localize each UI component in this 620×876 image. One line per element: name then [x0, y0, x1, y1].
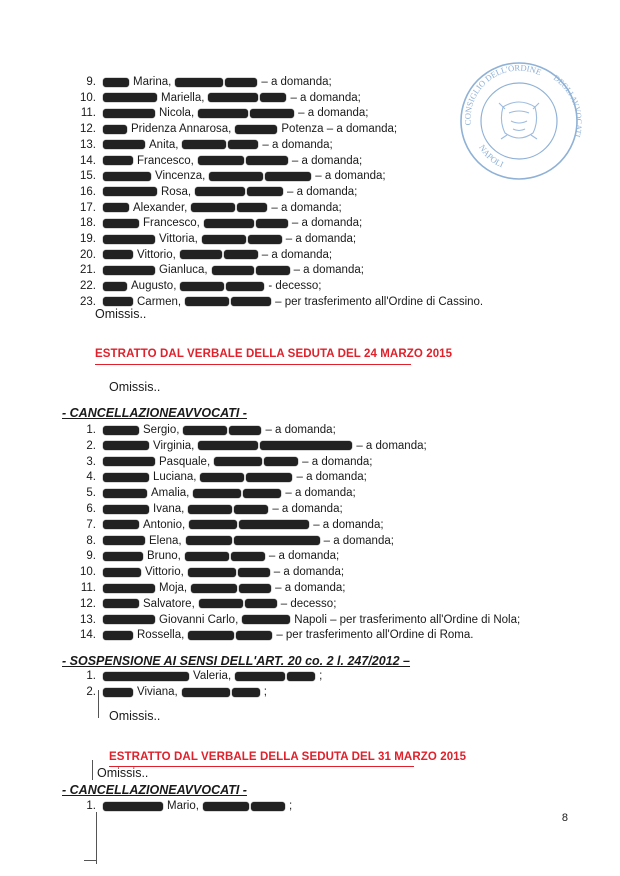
- redacted-surname: [103, 505, 149, 514]
- given-name: Marina,: [133, 76, 172, 88]
- redacted-surname: [103, 266, 155, 275]
- given-name: Vittorio,: [145, 566, 184, 579]
- redacted-birthplace: [251, 802, 285, 811]
- redacted-surname: [103, 672, 189, 681]
- redacted-birthplace: [247, 187, 283, 196]
- redacted-birthdate: [212, 266, 254, 275]
- list-item: [72, 262, 364, 278]
- item-number: 5.: [86, 487, 96, 500]
- item-outcome: – a domanda;: [356, 439, 427, 452]
- redacted-surname: [103, 426, 139, 435]
- item-number: 21.: [80, 264, 96, 277]
- list-item: [72, 668, 322, 684]
- list-item: [72, 200, 342, 216]
- redacted-birthdate: [200, 473, 244, 482]
- redacted-birthplace: [229, 426, 261, 435]
- item-number: 10.: [80, 566, 96, 579]
- redacted-surname: [103, 140, 145, 149]
- redacted-birthdate: [235, 672, 285, 681]
- list-item: [72, 485, 356, 501]
- redacted-birthdate: [188, 631, 234, 640]
- item-outcome: ;: [319, 670, 323, 682]
- redacted-birthdate: [209, 172, 263, 181]
- item-number: 11.: [80, 582, 96, 594]
- given-name: Alexander,: [133, 201, 188, 214]
- item-outcome: ;: [288, 800, 293, 812]
- redacted-surname: [103, 552, 143, 561]
- item-outcome: – a domanda;: [265, 424, 336, 436]
- item-number: 22.: [80, 280, 96, 293]
- redacted-birthdate: [203, 802, 249, 811]
- redacted-birthplace: [226, 282, 264, 291]
- redacted-birthdate: [188, 568, 236, 577]
- redacted-surname: [103, 473, 149, 482]
- redacted-birthplace: [236, 631, 272, 640]
- given-name: Rosa,: [161, 185, 192, 198]
- item-number: 15.: [80, 170, 96, 183]
- item-outcome: – a domanda;: [261, 76, 332, 88]
- item-number: 20.: [80, 248, 96, 261]
- redacted-birthdate: [214, 457, 262, 466]
- item-outcome: - decesso;: [268, 280, 322, 293]
- redacted-birthplace: [224, 250, 258, 259]
- scan-artifact-line: [92, 760, 93, 780]
- given-name: Amalia,: [151, 487, 190, 500]
- redacted-birthdate: [202, 235, 246, 244]
- omissis-3: Omissis..: [109, 709, 161, 723]
- given-name: Virginia,: [153, 439, 195, 452]
- redacted-birthdate: [182, 688, 230, 697]
- given-name: Vincenza,: [155, 170, 206, 183]
- redacted-surname: [103, 219, 139, 228]
- item-number: 2.: [86, 686, 96, 698]
- item-outcome: Potenza – a domanda;: [281, 123, 398, 136]
- redacted-surname: [103, 536, 145, 545]
- given-name: Antonio,: [143, 518, 186, 531]
- redacted-surname: [103, 631, 133, 640]
- item-outcome: – a domanda;: [275, 582, 346, 594]
- redacted-surname: [103, 109, 155, 118]
- redacted-birthplace: [260, 93, 286, 102]
- redacted-birthdate: [195, 187, 245, 196]
- redacted-birthplace: [234, 505, 268, 514]
- list-item: [72, 469, 367, 485]
- extract-heading-31-march: ESTRATTO DAL VERBALE DELLA SEDUTA DEL 31 MARZO 2015: [109, 751, 467, 763]
- list-item: [72, 627, 473, 643]
- redacted-birthdate: [235, 125, 277, 134]
- redacted-surname: [103, 688, 133, 697]
- item-number: 11.: [80, 107, 96, 120]
- list-item: [72, 798, 292, 814]
- item-outcome: – a domanda;: [262, 138, 333, 151]
- given-name: Francesco,: [143, 217, 200, 230]
- list-item: [72, 74, 332, 90]
- given-name: Elena,: [149, 534, 182, 547]
- redacted-surname: [103, 172, 151, 181]
- given-name: Gianluca,: [159, 264, 208, 277]
- redacted-birthdate: [175, 78, 223, 87]
- section-cancellazione-2: - CANCELLAZIONEAVVOCATI -: [62, 783, 247, 797]
- redacted-surname: [103, 457, 155, 466]
- item-number: 14.: [80, 154, 96, 167]
- item-number: 9.: [86, 76, 96, 88]
- redacted-birthdate: [191, 203, 235, 212]
- list-item: [72, 168, 386, 184]
- item-number: 3.: [86, 455, 96, 468]
- item-outcome: – a domanda;: [293, 264, 364, 277]
- item-number: 13.: [80, 613, 96, 626]
- redacted-birthplace: [225, 78, 257, 87]
- redacted-birthplace: [231, 552, 265, 561]
- stamp-bottom-text: NAPOLI: [477, 142, 506, 170]
- item-outcome: – a domanda;: [298, 107, 369, 120]
- redacted-birthplace: [243, 489, 281, 498]
- item-number: 1.: [86, 800, 96, 812]
- item-outcome: – a domanda;: [268, 550, 340, 563]
- redacted-birthdate: [185, 552, 229, 561]
- redacted-surname: [103, 802, 163, 811]
- given-name: Ivana,: [153, 503, 185, 515]
- redacted-surname: [103, 599, 139, 608]
- item-number: 10.: [80, 91, 96, 104]
- redacted-surname: [103, 568, 141, 577]
- redacted-birthdate: [182, 140, 226, 149]
- redacted-birthplace: [228, 140, 258, 149]
- item-outcome: – a domanda;: [285, 487, 356, 500]
- redacted-birthdate: [193, 489, 241, 498]
- list-item: [72, 684, 267, 700]
- redacted-birthplace: [239, 520, 309, 529]
- redacted-surname: [103, 156, 133, 165]
- list-item: [72, 454, 373, 470]
- redacted-birthdate: [242, 615, 290, 624]
- item-number: 16.: [80, 185, 96, 198]
- item-number: 12.: [80, 123, 96, 136]
- redacted-birthdate: [186, 536, 232, 545]
- section-sospensione: - SOSPENSIONE AI SENSI DELL'ART. 20 co. 2 l. 247/2012 –: [62, 654, 411, 668]
- item-number: 4.: [86, 471, 96, 484]
- redacted-birthdate: [188, 505, 232, 514]
- redacted-birthplace: [237, 203, 267, 212]
- list-item: [72, 533, 394, 549]
- list-item: [72, 137, 333, 153]
- given-name: Augusto,: [131, 280, 177, 293]
- given-name: Pasquale,: [159, 455, 211, 468]
- given-name: Carmen,: [137, 295, 182, 308]
- redacted-birthplace: [234, 536, 320, 545]
- given-name: Sergio,: [143, 424, 180, 436]
- item-number: 9.: [86, 550, 96, 563]
- list-item: [72, 517, 384, 533]
- list-item: [72, 231, 356, 247]
- extract-underline-31: [109, 766, 414, 767]
- omissis-1: Omissis..: [95, 307, 147, 321]
- list-item: [72, 184, 357, 200]
- redacted-birthplace: [232, 688, 260, 697]
- list-item: [72, 422, 336, 438]
- redacted-birthdate: [185, 297, 229, 306]
- item-number: 13.: [80, 138, 96, 151]
- given-name: Mario,: [167, 800, 199, 812]
- given-name: Anita,: [149, 138, 179, 151]
- council-seal-stamp: [453, 55, 585, 187]
- given-name: Luciana,: [153, 471, 197, 484]
- item-number: 17.: [80, 201, 96, 214]
- given-name: Giovanni Carlo,: [159, 613, 239, 626]
- stamp-right-text: DEGLI AVVOCATI: [551, 73, 584, 139]
- given-name: Francesco,: [137, 154, 194, 167]
- given-name: Nicola,: [159, 107, 195, 120]
- omissis-4: Omissis..: [97, 766, 149, 780]
- redacted-surname: [103, 125, 127, 134]
- list-item: [72, 438, 427, 454]
- redacted-surname: [103, 203, 129, 212]
- item-number: 14.: [80, 629, 96, 642]
- redacted-birthplace: [246, 156, 288, 165]
- redacted-surname: [103, 235, 155, 244]
- redacted-birthdate: [198, 441, 258, 450]
- given-name: Mariella,: [161, 91, 205, 104]
- given-name: Vittoria,: [159, 233, 198, 245]
- item-number: 23.: [80, 295, 96, 308]
- item-outcome: – a domanda;: [271, 201, 342, 214]
- redacted-birthdate: [204, 219, 254, 228]
- list-item: [72, 247, 332, 263]
- scan-artifact-line: [96, 812, 97, 864]
- item-outcome: – a domanda;: [273, 566, 345, 579]
- list-item: [72, 564, 344, 580]
- redacted-birthplace: [256, 219, 288, 228]
- item-number: 6.: [86, 503, 96, 515]
- given-name: Valeria,: [193, 670, 232, 682]
- extract-underline-24: [95, 364, 411, 365]
- list-item: [72, 580, 345, 596]
- item-outcome: ;: [263, 686, 267, 698]
- given-name: Bruno,: [147, 550, 181, 563]
- item-outcome: – a domanda;: [323, 534, 394, 547]
- item-number: 19.: [80, 233, 96, 245]
- redacted-birthplace: [260, 441, 352, 450]
- redacted-birthplace: [287, 672, 315, 681]
- redacted-surname: [103, 93, 157, 102]
- stamp-top-text: CONSIGLIO DELL'ORDINE: [462, 62, 543, 126]
- redacted-surname: [103, 615, 155, 624]
- redacted-surname: [103, 520, 139, 529]
- redacted-surname: [103, 584, 155, 593]
- item-outcome: – a domanda;: [296, 471, 367, 484]
- redacted-surname: [103, 441, 149, 450]
- scan-artifact-line: [98, 690, 99, 718]
- redacted-birthplace: [239, 584, 271, 593]
- section-cancellazione-1: - CANCELLAZIONEAVVOCATI -: [62, 406, 247, 420]
- item-outcome: – a domanda;: [261, 248, 333, 261]
- item-outcome: – a domanda;: [313, 518, 384, 531]
- redacted-surname: [103, 78, 129, 87]
- redacted-birthdate: [198, 156, 244, 165]
- redacted-birthplace: [256, 266, 290, 275]
- redacted-birthdate: [208, 93, 258, 102]
- list-item: [72, 548, 339, 564]
- redacted-surname: [103, 489, 147, 498]
- redacted-surname: [103, 187, 157, 196]
- redacted-birthplace: [250, 109, 294, 118]
- redacted-birthdate: [180, 250, 222, 259]
- item-outcome: – a domanda;: [290, 91, 361, 104]
- item-number: 1.: [86, 424, 96, 436]
- redacted-birthplace: [248, 235, 282, 244]
- item-outcome: – a domanda;: [285, 233, 357, 245]
- given-name: Viviana,: [137, 686, 178, 698]
- redacted-birthplace: [246, 473, 292, 482]
- item-outcome: – decesso;: [280, 597, 337, 610]
- omissis-2: Omissis..: [109, 380, 161, 394]
- redacted-birthdate: [189, 520, 237, 529]
- page-number: 8: [561, 812, 568, 824]
- given-name: Salvatore,: [143, 597, 195, 610]
- list-item: [72, 121, 397, 137]
- item-number: 2.: [86, 439, 96, 452]
- item-number: 12.: [80, 597, 96, 610]
- item-outcome: – a domanda;: [272, 503, 343, 515]
- redacted-birthplace: [245, 599, 277, 608]
- item-number: 1.: [86, 670, 96, 682]
- given-name: Rossella,: [137, 629, 185, 642]
- item-outcome: – a domanda;: [287, 185, 358, 198]
- extract-heading-24-march: ESTRATTO DAL VERBALE DELLA SEDUTA DEL 24 MARZO 2015: [95, 348, 453, 360]
- item-outcome: – a domanda;: [315, 170, 386, 183]
- list-item: [72, 596, 336, 612]
- item-outcome: – a domanda;: [291, 154, 363, 167]
- redacted-birthplace: [238, 568, 270, 577]
- redacted-birthdate: [198, 109, 248, 118]
- item-number: 8.: [86, 534, 96, 547]
- redacted-birthplace: [264, 457, 298, 466]
- list-item: [72, 612, 520, 628]
- item-number: 7.: [86, 518, 96, 531]
- scan-artifact-line: [84, 860, 96, 861]
- list-item: [72, 153, 362, 169]
- given-name: Moja,: [159, 582, 188, 594]
- item-number: 18.: [80, 217, 96, 230]
- item-outcome: – per trasferimento all'Ordine di Cassino.: [275, 295, 484, 308]
- list-item: [72, 278, 321, 294]
- redacted-birthdate: [183, 426, 227, 435]
- list-item: [72, 501, 343, 517]
- redacted-birthdate: [191, 584, 237, 593]
- item-outcome: – a domanda;: [291, 217, 363, 230]
- given-name: Pridenza Annarosa,: [131, 123, 232, 136]
- svg-text:CONSIGLIO DELL'ORDINE: [463, 63, 543, 126]
- list-item: [72, 90, 361, 106]
- item-outcome: – a domanda;: [302, 455, 373, 468]
- redacted-surname: [103, 282, 127, 291]
- list-item: [72, 105, 369, 121]
- item-outcome: – per trasferimento all'Ordine di Roma.: [276, 629, 474, 642]
- redacted-birthplace: [231, 297, 271, 306]
- given-name: Vittorio,: [137, 248, 176, 261]
- redacted-birthdate: [180, 282, 224, 291]
- list-item: [72, 215, 362, 231]
- redacted-surname: [103, 250, 133, 259]
- item-outcome: Napoli – per trasferimento all'Ordine di Nola;: [294, 613, 521, 626]
- redacted-surname: [103, 297, 133, 306]
- redacted-birthplace: [265, 172, 311, 181]
- redacted-birthdate: [199, 599, 243, 608]
